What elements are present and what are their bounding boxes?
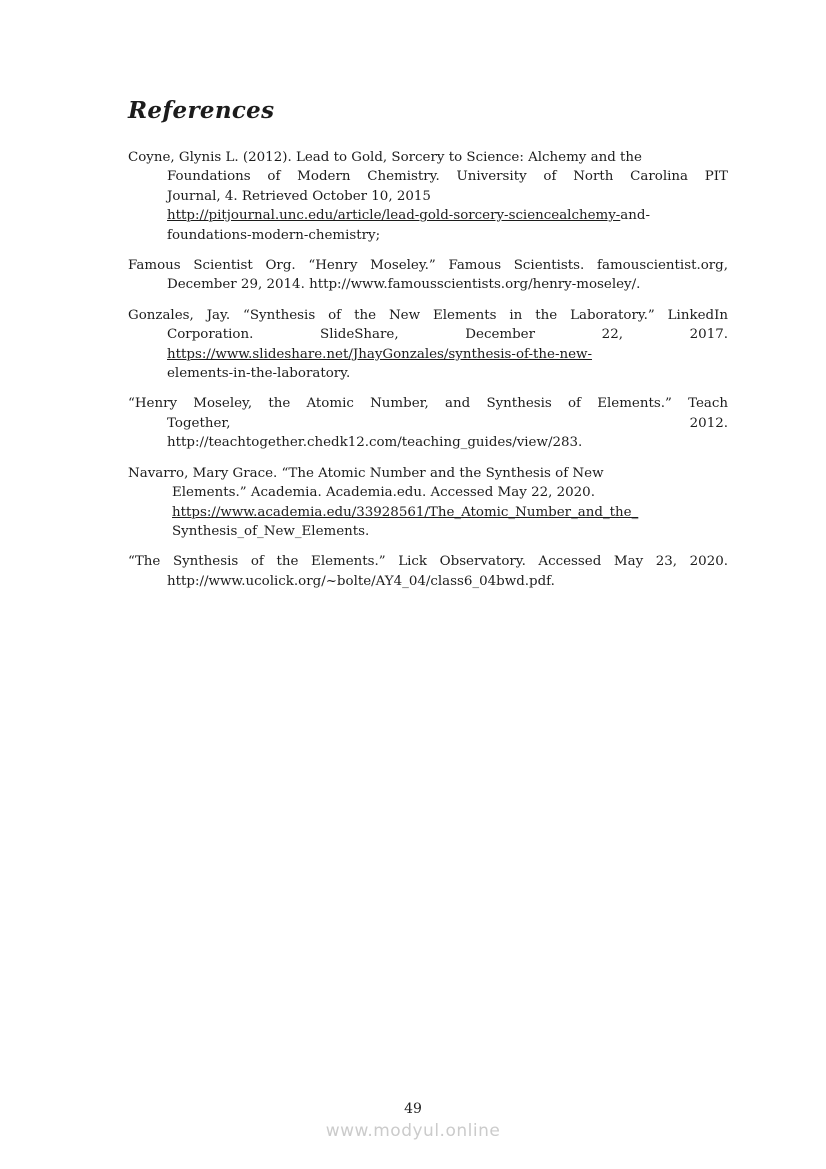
reference-text: http://teachtogether.chedk12.com/teaching_guides/view/283. <box>167 435 583 451</box>
reference-line <box>128 414 728 433</box>
reference-text: December 29, 2014. http://www.famousscientists.org/henry-moseley/. <box>167 277 641 293</box>
reference-line <box>128 503 728 522</box>
reference-text: Corporation. SlideShare, December 22, 2017. <box>167 327 728 343</box>
reference-text: Famous Scientist Org. “Henry Moseley.” Famous Scientists. famouscientist.org, <box>128 258 728 274</box>
reference-text: Synthesis_of_New_Elements. <box>172 523 370 539</box>
reference-text: Gonzales, Jay. “Synthesis of the New Elements in the Laboratory.” LinkedIn <box>128 307 728 323</box>
page-number: 49 <box>404 1101 422 1117</box>
reference-link[interactable]: https://www.slideshare.net/JhayGonzales/synthesis-of-the-new- <box>167 346 593 362</box>
reference-text: “Henry Moseley, the Atomic Number, and Synthesis of Elements.” Teach <box>128 396 728 412</box>
reference-text: Elements.” Academia. Academia.edu. Accessed May 22, 2020. <box>172 485 595 501</box>
reference-line <box>128 433 728 452</box>
reference-line <box>128 167 728 186</box>
reference-link[interactable]: http://pitjournal.unc.edu/article/lead-gold-sorcery-sciencealchemy- <box>167 208 621 224</box>
reference-link[interactable]: https://www.academia.edu/33928561/The_Atomic_Number_and_the_ <box>172 504 639 520</box>
reference-line <box>128 394 728 413</box>
reference-entry <box>128 306 728 384</box>
reference-text: http://www.ucolick.org/~bolte/AY4_04/class6_04bwd.pdf. <box>167 573 555 589</box>
reference-text: Coyne, Glynis L. (2012). Lead to Gold, Sorcery to Science: Alchemy and the <box>128 150 642 165</box>
reference-text: elements-in-the-laboratory. <box>167 366 351 382</box>
reference-line <box>128 275 728 294</box>
reference-text: Journal, 4. Retrieved October 10, 2015 <box>167 188 431 204</box>
reference-entry <box>128 148 728 245</box>
reference-line <box>128 187 728 206</box>
reference-line <box>128 206 728 225</box>
reference-text: foundations-modern-chemistry; <box>167 227 381 243</box>
document-body <box>128 97 728 602</box>
reference-text: Together, 2012. <box>167 415 728 431</box>
reference-line <box>128 552 728 571</box>
reference-line <box>128 483 728 502</box>
reference-line <box>128 148 728 167</box>
reference-line <box>128 364 728 383</box>
reference-line <box>128 226 728 245</box>
reference-line <box>128 464 728 483</box>
reference-text: Navarro, Mary Grace. “The Atomic Number and the Synthesis of New <box>128 465 604 481</box>
reference-text: Foundations of Modern Chemistry. University of North Carolina PIT <box>167 169 728 185</box>
reference-line <box>128 572 728 591</box>
reference-line <box>128 522 728 541</box>
reference-entry <box>128 394 728 452</box>
reference-text: “The Synthesis of the Elements.” Lick Observatory. Accessed May 23, 2020. <box>128 554 728 570</box>
reference-entry <box>128 256 728 295</box>
watermark: www.modyul.online <box>325 1121 501 1141</box>
reference-text: and- <box>620 208 651 224</box>
reference-line <box>128 325 728 344</box>
reference-entry <box>128 552 728 591</box>
reference-entry <box>128 464 728 542</box>
reference-line <box>128 256 728 275</box>
reference-line <box>128 345 728 364</box>
page-title: References <box>128 97 275 124</box>
reference-line <box>128 306 728 325</box>
